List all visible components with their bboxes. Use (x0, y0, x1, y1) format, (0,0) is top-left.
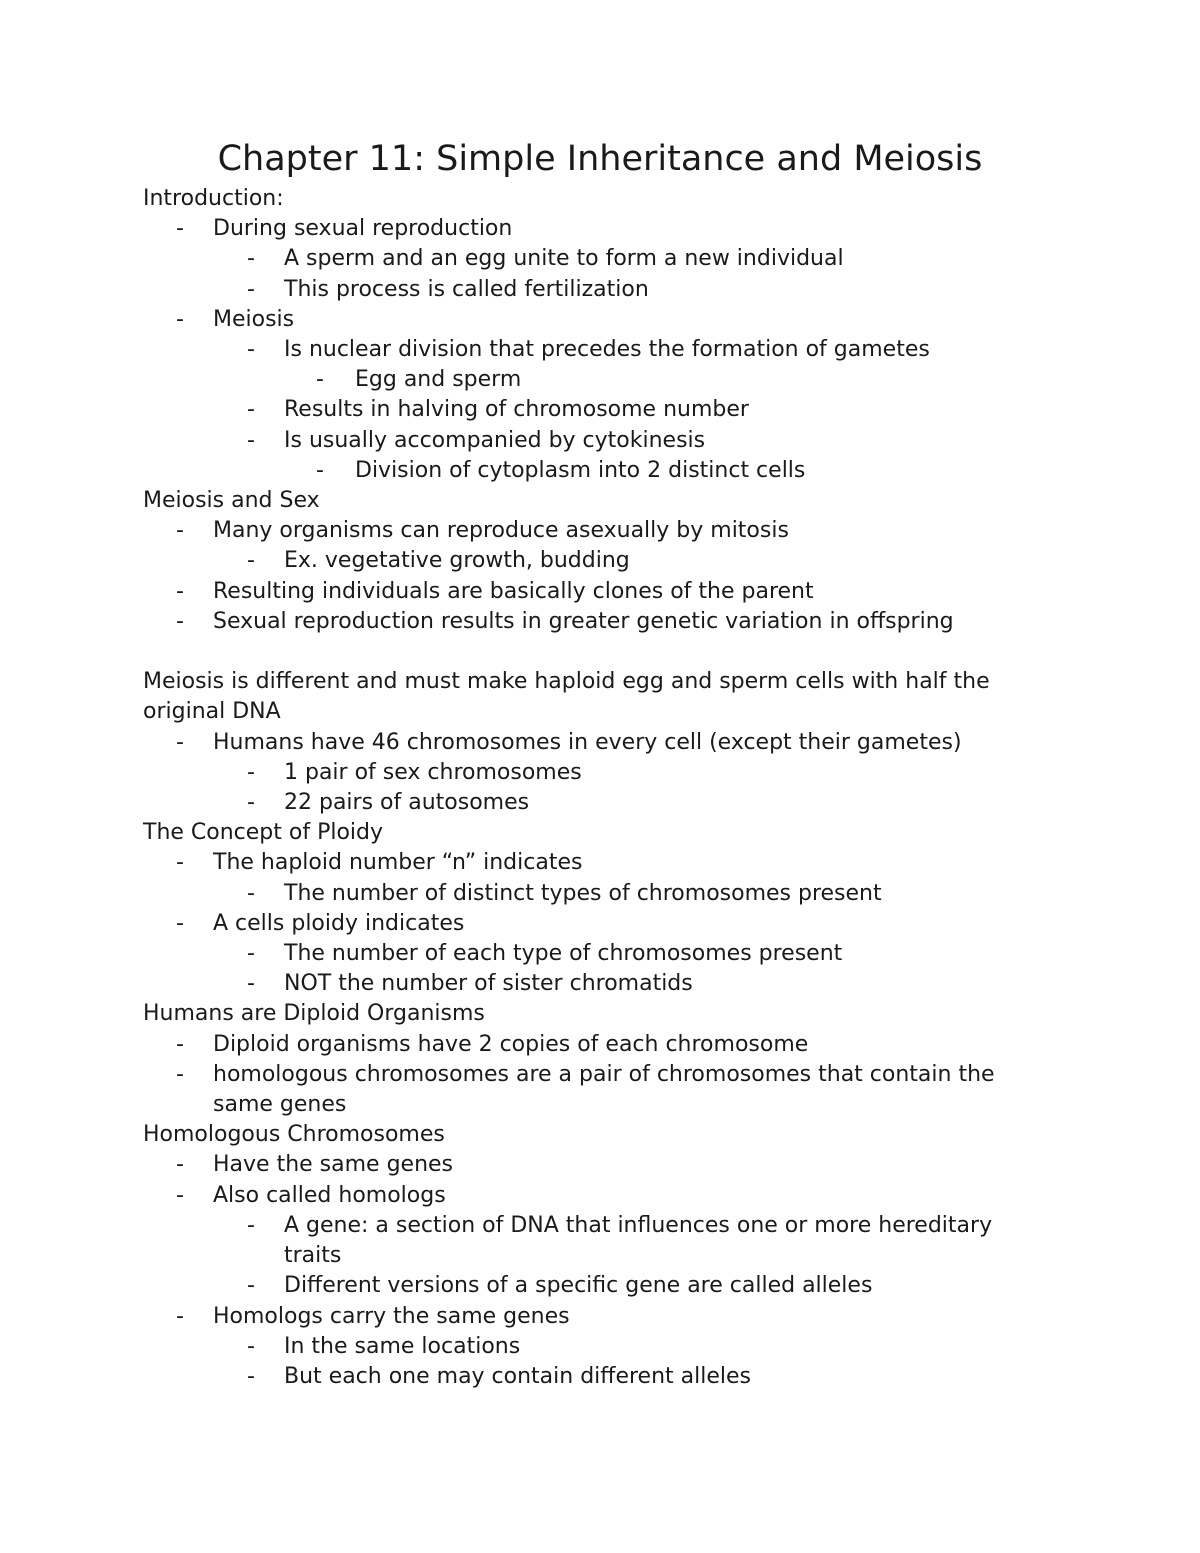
blank-line (143, 637, 1053, 667)
bullet-item: - Results in halving of chromosome number (143, 395, 1053, 425)
bullet-dash: - (176, 216, 184, 242)
bullet-dash: - (176, 578, 184, 604)
section-heading-ploidy: The Concept of Ploidy (143, 820, 384, 846)
bullet-dash: - (176, 306, 184, 332)
bullet-item: - The number of each type of chromosomes present (143, 939, 1053, 969)
bullet-item: - This process is called fertilization (143, 275, 1053, 305)
section-heading-meiosis-and-sex: Meiosis and Sex (143, 488, 320, 514)
bullet-item: - Homologs carry the same genes (143, 1302, 1053, 1332)
bullet-item: - Resulting individuals are basically clones of the parent (143, 577, 1053, 607)
bullet-dash: - (247, 1273, 255, 1299)
bullet-item: - In the same locations (143, 1332, 1053, 1362)
bullet-dash: - (247, 759, 255, 785)
bullet-dash: - (247, 971, 255, 997)
bullet-item: - 22 pairs of autosomes (143, 788, 1053, 818)
bullet-item: - homologous chromosomes are a pair of chromosomes that contain the same genes (176, 1061, 995, 1118)
bullet-dash: - (247, 1333, 255, 1359)
bullet-item: - Different versions of a specific gene are called alleles (143, 1271, 1053, 1301)
paragraph-haploid: Meiosis is different and must make haploid egg and sperm cells with half the original DNA (143, 669, 990, 725)
bullet-item: - Also called homologs (143, 1181, 1053, 1211)
bullet-dash: - (176, 910, 184, 936)
bullet-dash: - (247, 276, 255, 302)
bullet-dash: - (176, 1061, 184, 1087)
bullet-item: - Many organisms can reproduce asexually by mitosis (143, 516, 1053, 546)
bullet-dash: - (176, 1031, 184, 1057)
bullet-item: - NOT the number of sister chromatids (143, 969, 1053, 999)
bullet-item: - Sexual reproduction results in greater genetic variation in offspring (143, 607, 1053, 637)
bullet-dash: - (176, 1182, 184, 1208)
bullet-item: - A cells ploidy indicates (143, 909, 1053, 939)
bullet-dash: - (247, 246, 255, 272)
bullet-item: - Diploid organisms have 2 copies of each chromosome (143, 1030, 1053, 1060)
bullet-item: - A gene: a section of DNA that influences one or more hereditary traits (247, 1212, 993, 1269)
bullet-dash: - (247, 337, 255, 363)
bullet-dash: - (176, 608, 184, 634)
bullet-dash: - (176, 1303, 184, 1329)
bullet-item: - Egg and sperm (143, 365, 1053, 395)
bullet-dash: - (176, 729, 184, 755)
notes-body (143, 184, 1053, 1392)
section-heading-diploid: Humans are Diploid Organisms (143, 1001, 485, 1027)
section-heading-homologous: Homologous Chromosomes (143, 1122, 445, 1148)
bullet-item: - Humans have 46 chromosomes in every cell (except their gametes) (143, 728, 1053, 758)
bullet-dash: - (176, 850, 184, 876)
bullet-dash: - (247, 1363, 255, 1389)
bullet-item: - Have the same genes (143, 1150, 1053, 1180)
bullet-dash: - (247, 548, 255, 574)
bullet-dash: - (247, 397, 255, 423)
bullet-item: - 1 pair of sex chromosomes (143, 758, 1053, 788)
bullet-item: - But each one may contain different alleles (143, 1362, 1053, 1392)
bullet-dash: - (316, 457, 324, 483)
bullet-dash: - (176, 518, 184, 544)
bullet-dash: - (247, 880, 255, 906)
bullet-item: - Division of cytoplasm into 2 distinct cells (143, 456, 1053, 486)
bullet-dash: - (247, 427, 255, 453)
bullet-dash: - (316, 367, 324, 393)
bullet-dash: - (176, 1152, 184, 1178)
bullet-item: - Ex. vegetative growth, budding (143, 546, 1053, 576)
bullet-item: - The haploid number “n” indicates (143, 848, 1053, 878)
bullet-dash: - (247, 790, 255, 816)
bullet-item: - The number of distinct types of chromosomes present (143, 879, 1053, 909)
bullet-item: - Is nuclear division that precedes the formation of gametes (143, 335, 1053, 365)
bullet-item: - A sperm and an egg unite to form a new individual (143, 244, 1053, 274)
bullet-item: - During sexual reproduction (143, 214, 1053, 244)
bullet-dash: - (247, 1212, 255, 1238)
bullet-item: - Is usually accompanied by cytokinesis (143, 426, 1053, 456)
page-title: Chapter 11: Simple Inheritance and Meiosis (217, 139, 983, 179)
bullet-dash: - (247, 941, 255, 967)
bullet-item: - Meiosis (143, 305, 1053, 335)
section-heading-introduction: Introduction: (143, 186, 284, 211)
